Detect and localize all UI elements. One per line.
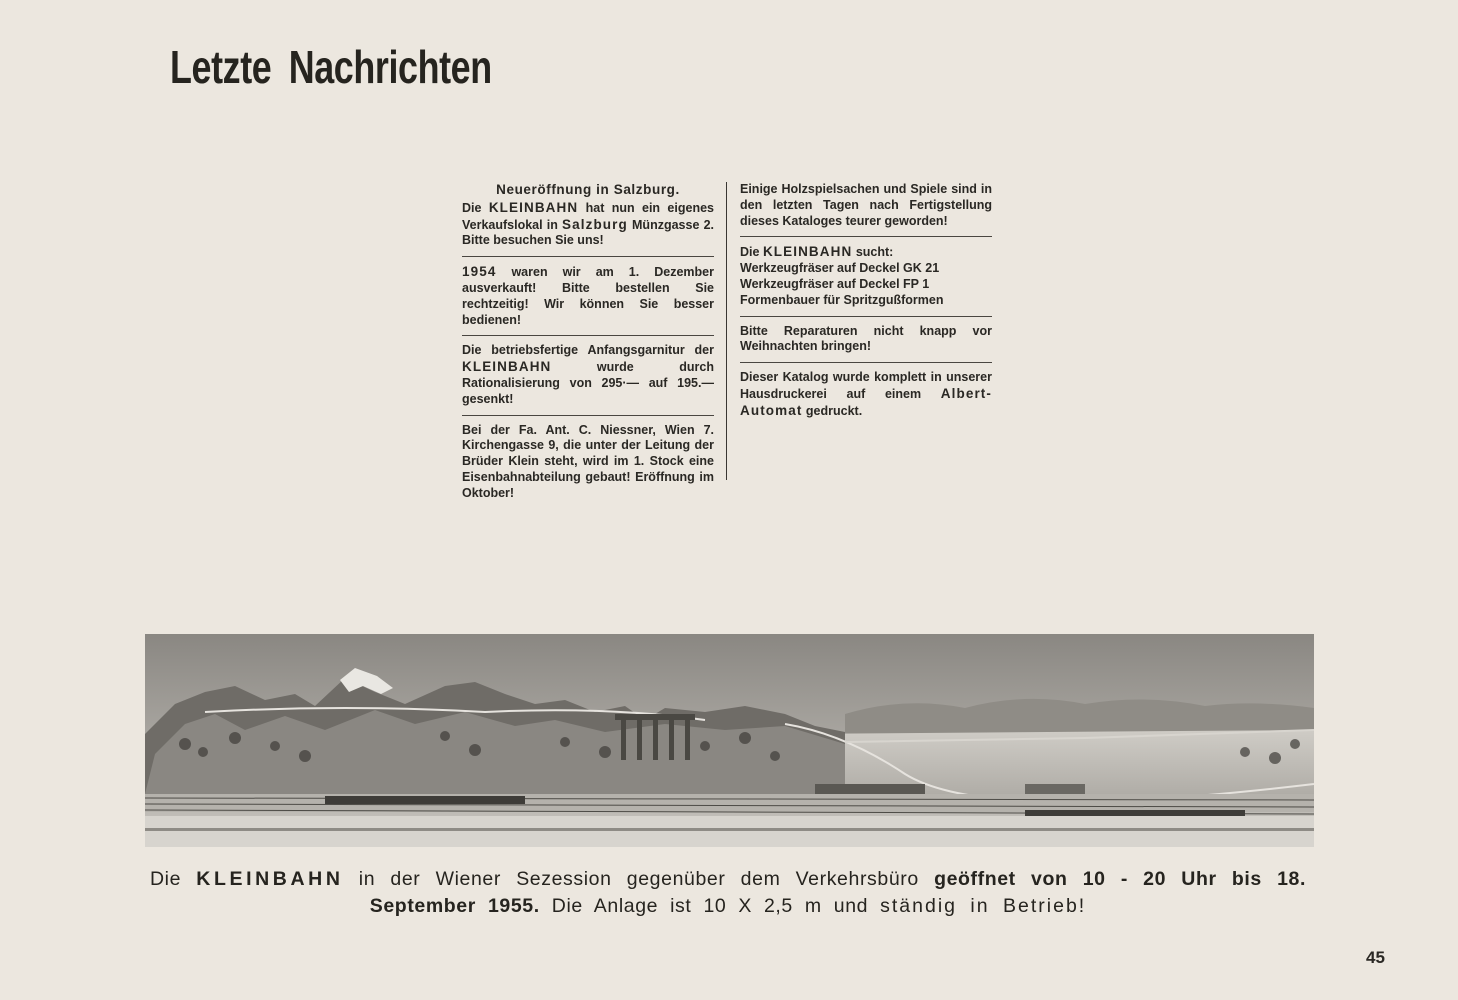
news-item-text: Bitte Reparaturen nicht knapp vor Weihnachten bringen! xyxy=(740,323,992,354)
news-item-sold-out xyxy=(462,264,714,328)
job-line: Formenbauer für Spritzgußformen xyxy=(740,292,944,307)
text-run: Die Anlage ist 10 X 2,5 m und xyxy=(539,895,881,917)
news-column-left xyxy=(462,182,714,502)
separator xyxy=(740,236,992,237)
separator xyxy=(462,415,714,416)
brand-name: KLEINBAHN xyxy=(196,868,344,890)
news-item-text: Bei der Fa. Ant. C. Niessner, Wien 7. Kirchengasse 9, die unter der Leitung der Brüder Klein steht, wird im 1. Stock eine Eisenbahnabteilung gebaut! Eröffnung im Oktober! xyxy=(462,422,714,500)
news-item-price-cut xyxy=(462,343,714,407)
text-run: Die betriebsfertige Anfangsgarnitur der xyxy=(462,343,714,358)
page-number: 45 xyxy=(1366,948,1385,967)
text-run: sucht: xyxy=(852,245,894,260)
separator xyxy=(462,256,714,257)
text-run: ständig in Betrieb! xyxy=(880,895,1087,917)
model-railway-photo xyxy=(145,634,1314,847)
separator xyxy=(740,362,992,363)
separator xyxy=(740,316,992,317)
news-item-hiring xyxy=(740,244,992,308)
news-item-text xyxy=(740,244,992,261)
news-item-heading: Neueröffnung in Salzburg. xyxy=(496,182,680,197)
column-divider xyxy=(726,182,727,480)
model-railway-illustration xyxy=(145,634,1314,847)
text-run: Die xyxy=(150,868,197,890)
text-run: gedruckt. xyxy=(802,403,863,418)
emphasis-press: Albert-Automat xyxy=(740,385,992,418)
emphasis-city: Salzburg xyxy=(562,216,628,232)
opening-hours: geöffnet von 10 - 20 Uhr bis 18. September 1955. xyxy=(369,868,1307,917)
text-run: Die xyxy=(740,245,763,260)
separator xyxy=(462,335,714,336)
news-item-price-increase xyxy=(740,182,992,229)
text-run: waren wir am 1. Dezember ausverkauft! Bitte bestellen Sie rechtzeitig! Wir können Sie besser bedienen! xyxy=(462,265,714,327)
brand-name: KLEINBAHN xyxy=(762,244,853,260)
news-item-text: Einige Holzspielsachen und Spiele sind in den letzten Tagen nach Fertigstellung dieses Kataloges teurer geworden! xyxy=(740,182,992,228)
brand-name: KLEINBAHN xyxy=(462,359,552,375)
job-line: Werkzeugfräser auf Deckel GK 21 xyxy=(740,261,940,276)
news-column-right xyxy=(740,182,992,420)
news-item-niessner xyxy=(462,423,714,502)
text-run: in der Wiener Sezession gegenüber dem Verkehrsbüro xyxy=(343,868,935,890)
page-title: Letzte Nachrichten xyxy=(170,41,492,93)
news-item-repairs xyxy=(740,324,992,356)
news-item-text xyxy=(462,264,714,328)
text-run: Dieser Katalog wurde komplett in unserer Hausdruckerei auf einem xyxy=(740,370,992,401)
job-line: Werkzeugfräser auf Deckel FP 1 xyxy=(740,276,930,291)
news-columns xyxy=(462,182,994,500)
photo-caption xyxy=(150,866,1306,920)
text-run: wurde durch Rationalisierung von 295·— auf 195.— gesenkt! xyxy=(462,360,714,406)
emphasis-year: 1954 xyxy=(462,264,497,280)
news-item-text xyxy=(462,200,714,249)
text-run: hat nun ein eigenes Verkaufslokal in xyxy=(462,200,714,232)
brand-name: KLEINBAHN xyxy=(488,199,579,215)
news-item-printing xyxy=(740,370,992,419)
news-item-salzburg xyxy=(462,182,714,249)
news-item-text xyxy=(740,370,992,419)
news-item-text xyxy=(462,343,714,407)
text-run: Die xyxy=(462,200,489,215)
text-run: Münzgasse 2. Bitte besuchen Sie uns! xyxy=(462,217,714,248)
